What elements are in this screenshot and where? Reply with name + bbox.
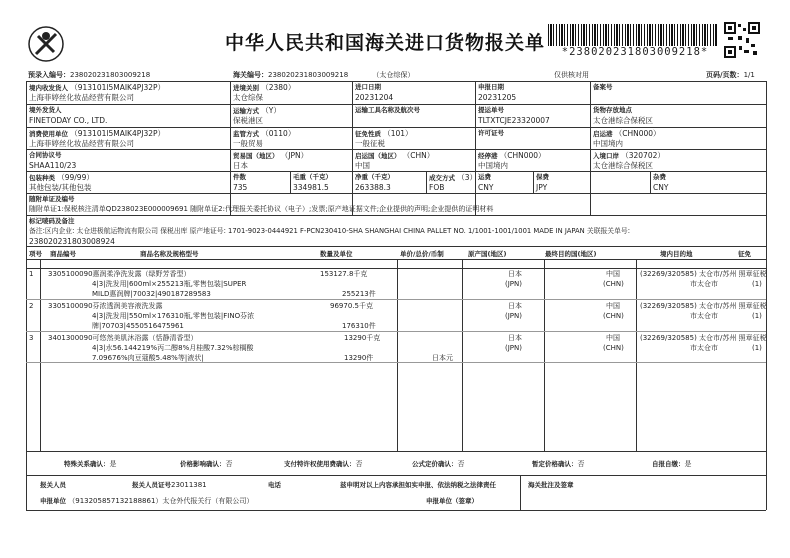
trade-country-code: （JPN） [280, 151, 309, 160]
net-weight: 263388.3 [355, 183, 391, 192]
goods-domestic: (32269/320585) 太仓市/苏州 照章征税 [640, 270, 767, 278]
goods-qty-2: 255213件 [342, 290, 376, 298]
import-date-label: 进口日期 [355, 83, 381, 91]
consignee-label: 境内收发货人 [29, 84, 68, 92]
royalty-label: 支付特许权使用费确认： [284, 460, 356, 468]
consignee: 上海菲婷丝化妆品经营有限公司 [29, 93, 134, 102]
exit-customs: 太仓综保 [233, 93, 263, 102]
transport: 保税港区 [233, 116, 263, 125]
provisional-value: 否 [577, 460, 585, 468]
gross-label: 毛重（千克） [293, 173, 332, 181]
exit-customs-label: 进境关别 [233, 84, 259, 92]
goods-dest-code: (CHN) [603, 312, 624, 320]
misc-fee: CNY [653, 183, 669, 192]
entry-port: 太仓港综合保税区 [593, 161, 653, 170]
goods-spec: 4|3|洗发用|550ml×176310瓶,零售包装|FINO芬浓 [92, 312, 255, 320]
hs-code: 3305100090 [48, 302, 93, 310]
self-pay-value: 是 [684, 460, 692, 468]
customs-remark-label: 海关批注及签章 [528, 481, 574, 489]
goods-domestic: (32269/320585) 太仓市/苏州 照章征税 [640, 302, 767, 310]
statement: 兹申明对以上内容承担如实申报、依法纳税之法律责任 [340, 481, 496, 489]
insurance-label: 保费 [536, 173, 549, 181]
verify-note: 仅供核对用 [554, 71, 589, 79]
goods-name: 可悠然美肌沐浴露（恬静清香型） [92, 334, 198, 342]
deal-label: 成交方式 [429, 174, 455, 182]
deal-code: （3） [457, 173, 478, 182]
bill-label: 提运单号 [478, 106, 504, 114]
col-origin: 原产国(地区) [468, 250, 507, 258]
overseas-consignor: FINETODAY CO., LTD. [29, 116, 108, 125]
supervision-code: （0110） [261, 129, 296, 138]
levy-nature: 一般征税 [355, 139, 385, 148]
unit-label: 申报单位 [40, 497, 66, 505]
goods-levy: (1) [752, 312, 762, 320]
goods-levy: (1) [752, 280, 762, 288]
col-code: 商品编号 [50, 250, 76, 258]
consignee-code: （913101l5MAIK4PJ32P） [70, 83, 166, 92]
seal-label: 申报单位（签章） [426, 497, 478, 505]
price-value: 否 [225, 460, 233, 468]
supervision-label: 监管方式 [233, 130, 259, 138]
goods-origin-code: (JPN) [505, 280, 522, 288]
goods-qty: 153127.8千克 [320, 270, 368, 278]
qr-code-icon [724, 22, 760, 58]
via-port-code: （CHN000） [499, 151, 546, 160]
goods-spec: 4|3|洗发用|600ml×255213瓶,零售包装|SUPER [92, 280, 247, 288]
entry-port-code: （320702） [621, 151, 665, 160]
goods-spec-2: MILD惠润牌|70032|490187289583 [92, 290, 211, 298]
misc-label: 杂费 [653, 173, 666, 181]
barcode-number: *238020231803009218* [561, 46, 709, 58]
contract-no: SHAA110/23 [29, 161, 77, 170]
provisional-label: 暂定价格确认： [532, 460, 578, 468]
goods-name: 惠润柔净洗发露（绿野芳香型） [92, 270, 191, 278]
qty-label: 件数 [233, 173, 246, 181]
declare-unit: （913205857132188861）太仓外代报关行（有限公司） [68, 497, 254, 505]
goods-qty-2: 13290件 [344, 354, 374, 362]
goods-origin: 日本 [508, 334, 522, 342]
page-number: 1/1 [743, 71, 755, 79]
user-label: 消费使用单位 [29, 130, 68, 138]
goods-dest: 中国 [606, 334, 620, 342]
customs-no-label: 海关编号： [233, 71, 268, 79]
barcode [548, 24, 718, 46]
levy-code: （101） [383, 129, 413, 138]
goods-origin-code: (JPN) [505, 312, 522, 320]
goods-origin: 日本 [508, 302, 522, 310]
customs-port: （太仓综保） [372, 71, 415, 79]
goods-spec-2: 7.09676%肉豆蔻酸5.48%等|液状| [92, 354, 204, 362]
trade-country-label: 贸易国（地区） [233, 152, 279, 160]
origin-country-code: （CHN） [402, 151, 435, 160]
pack-type: 其他包装/其他包装 [29, 183, 92, 192]
declarant-id: 23011381 [171, 481, 207, 489]
gross-weight: 334981.5 [293, 183, 329, 192]
pieces: 735 [233, 183, 248, 192]
goods-price: 日本元 [432, 354, 453, 362]
marks-label: 标记唛码及备注 [29, 217, 75, 225]
goods-spec-2: 牌|70703|4550516475961 [92, 322, 184, 330]
goods-levy: (1) [752, 344, 762, 352]
overseas-label: 境外发货人 [29, 106, 62, 114]
formula-value: 否 [457, 460, 465, 468]
exit-customs-code: （2380） [261, 83, 296, 92]
related-declaration-no: 238020231803008924 [29, 237, 115, 246]
goods-domestic-2: 市太仓市 [690, 312, 718, 320]
item-no: 1 [29, 270, 34, 278]
marks-text: 备注:区内企业: 太仓进极航运物流有限公司 保税出库 原产地证号: 1701-9023-0444921 F-PCN230410-SHA SHANGHAI CHINA PALLET NO. 1/1001-1001/1001 MADE IN JAPAN 关联报关单号: [29, 227, 630, 235]
col-levy: 征免 [738, 250, 751, 258]
goods-qty: 13290千克 [344, 334, 381, 342]
formula-label: 公式定价确认： [412, 460, 458, 468]
consumer-unit: 上海菲婷丝化妆品经营有限公司 [29, 139, 134, 148]
item-no: 2 [29, 302, 34, 310]
declare-date: 20231205 [478, 93, 517, 102]
goods-domestic-2: 市太仓市 [690, 344, 718, 352]
page-label: 页码/页数： [706, 71, 744, 79]
origin-country: 中国 [355, 161, 370, 170]
col-domestic: 境内目的地 [660, 250, 693, 258]
special-label: 特殊关系确认： [64, 460, 110, 468]
goods-origin-code: (JPN) [505, 344, 522, 352]
goods-spec: 4|3|水56.144219%丙二醇8%月桂酸7.32%棕榈酸 [92, 344, 254, 352]
phone-label: 电话 [268, 481, 281, 489]
origin-country-label: 启运国（地区） [355, 152, 401, 160]
customs-emblem-icon [26, 24, 66, 64]
bill-no: TLTXTCJE23320007 [478, 116, 550, 125]
pack-label: 包装种类 [29, 174, 55, 182]
goods-qty-2: 176310件 [342, 322, 376, 330]
goods-domestic-2: 市太仓市 [690, 280, 718, 288]
freight: CNY [478, 183, 494, 192]
declare-date-label: 申报日期 [478, 83, 504, 91]
royalty-value: 否 [355, 460, 363, 468]
self-pay-label: 自报自缴： [652, 460, 685, 468]
goods-dest-code: (CHN) [603, 280, 624, 288]
goods-dest-code: (CHN) [603, 344, 624, 352]
goods-domestic: (32269/320585) 太仓市/苏州 照章征税 [640, 334, 767, 342]
pre-entry-label: 预录入编号： [28, 71, 70, 79]
docs-label: 随附单证及编号 [29, 195, 75, 203]
record-no-label: 备案号 [593, 83, 613, 91]
declarant-id-label: 报关人员证号 [132, 481, 171, 489]
storage-place: 太仓港综合保税区 [593, 116, 653, 125]
import-date: 20231204 [355, 93, 394, 102]
col-qty: 数量及单位 [320, 250, 353, 258]
goods-dest: 中国 [606, 270, 620, 278]
departure-port: 中国境内 [593, 139, 623, 148]
net-label: 净重（千克） [355, 173, 394, 181]
place-label: 货物存放地点 [593, 106, 632, 114]
col-name: 商品名称及规格型号 [140, 250, 199, 258]
transport-code: （Y） [261, 106, 281, 115]
hs-code: 3305100090 [48, 270, 93, 278]
col-dest: 最终目的国(地区) [545, 250, 597, 258]
pre-entry-no: 238020231803009218 [70, 71, 151, 79]
special-value: 是 [109, 460, 117, 468]
hs-code: 3401300090 [48, 334, 93, 342]
entry-port-label: 入境口岸 [593, 152, 619, 160]
freight-label: 运费 [478, 173, 491, 181]
license-label: 许可证号 [478, 129, 504, 137]
goods-dest: 中国 [606, 302, 620, 310]
departure-port-code: （CHN000） [614, 129, 661, 138]
via-port-label: 经停港 [478, 152, 498, 160]
price-label: 价格影响确认： [180, 460, 226, 468]
goods-name: 芬浓透润美容液洗发露 [92, 302, 163, 310]
goods-qty: 96970.5千克 [330, 302, 373, 310]
item-no: 3 [29, 334, 34, 342]
pack-code: （99/99） [57, 173, 94, 182]
levy-label: 征免性质 [355, 130, 381, 138]
via-port: 中国境内 [478, 161, 508, 170]
trade-country: 日本 [233, 161, 248, 170]
contract-label: 合同协议号 [29, 151, 62, 159]
departure-port-label: 启运港 [593, 130, 613, 138]
docs-text: 随附单证1:保税核注清单QD238023E000009691 随附单证2:代理报关委托协议（电子）;发票;原产地证据文件;企业提供的声明;企业提供的证明材料 [29, 205, 494, 213]
user-code: （913101l5MAIK4PJ32P） [70, 129, 166, 138]
col-no: 项号 [29, 250, 42, 258]
customs-no: 238020231803009218 [268, 71, 349, 79]
page-title: 中华人民共和国海关进口货物报关单 [224, 32, 545, 54]
vessel-label: 运输工具名称及航次号 [355, 106, 420, 114]
supervision: 一般贸易 [233, 139, 263, 148]
goods-origin: 日本 [508, 270, 522, 278]
declarant-label: 报关人员 [40, 481, 66, 489]
deal-mode: FOB [429, 183, 445, 192]
col-price: 单价/总价/币制 [400, 250, 444, 258]
transport-label: 运输方式 [233, 107, 259, 115]
insurance: JPY [536, 183, 548, 192]
